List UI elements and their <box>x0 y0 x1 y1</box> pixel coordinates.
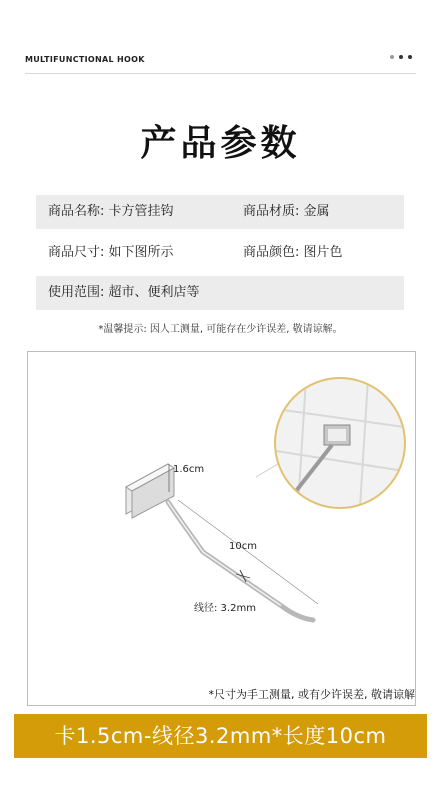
header-divider <box>25 73 416 74</box>
dim-diameter-label: 线径: 3.2mm <box>194 603 256 614</box>
spec-row <box>36 195 404 229</box>
spec-name: 商品名称: 卡方管挂钩 <box>48 204 174 219</box>
dim-width-label: 1.6cm <box>173 464 205 475</box>
zoom-detail <box>274 377 406 509</box>
dot-icon <box>408 55 412 59</box>
spec-material: 商品材质: 金属 <box>243 204 330 219</box>
page-title: 产品参数 <box>140 123 301 164</box>
spec-color: 商品颜色: 图片色 <box>243 245 343 260</box>
spec-row <box>36 236 404 270</box>
spec-size: 商品尺寸: 如下图所示 <box>48 245 174 260</box>
zoom-illustration <box>276 379 404 507</box>
page-header <box>0 0 441 78</box>
dot-icon <box>399 55 403 59</box>
product-photo <box>27 351 416 706</box>
figure-caption: *尺寸为手工测量, 或有少许误差, 敬请谅解 <box>208 688 415 701</box>
measurement-note: *温馨提示: 因人工测量, 可能存在少许误差, 敬请谅解。 <box>98 324 343 335</box>
dim-length-label: 10cm <box>229 541 257 552</box>
pagination-dots <box>390 55 412 59</box>
size-banner: 卡1.5cm-线径3.2mm*长度10cm <box>14 714 427 758</box>
spec-row <box>36 276 404 310</box>
spec-usage: 使用范围: 超市、便利店等 <box>48 285 200 300</box>
brand-label: MULTIFUNCTIONAL HOOK <box>25 55 145 64</box>
dot-icon <box>390 55 394 59</box>
